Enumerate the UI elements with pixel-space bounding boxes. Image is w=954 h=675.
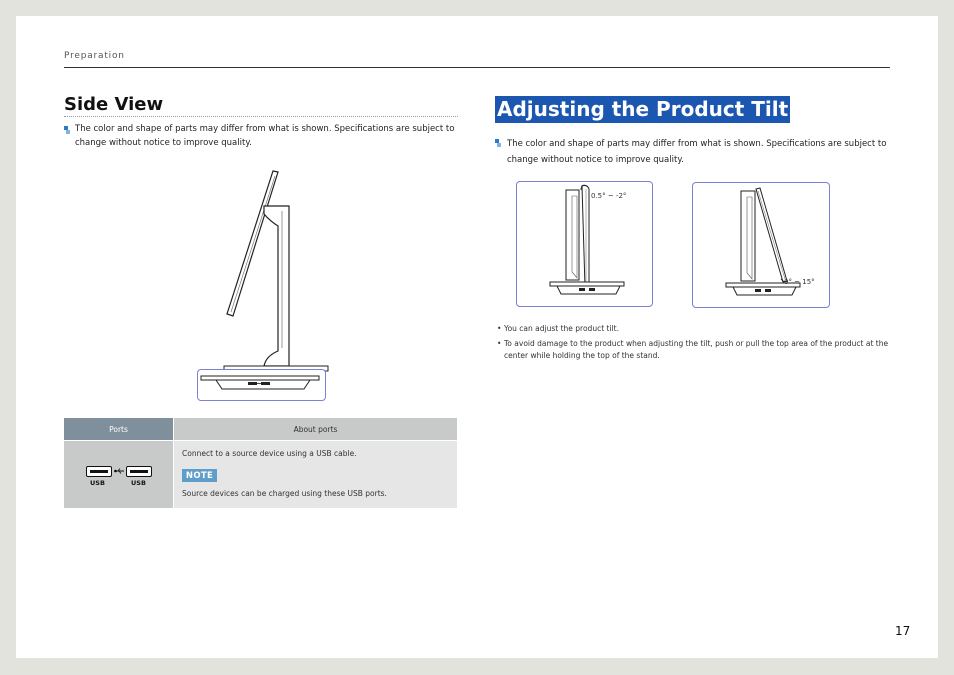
usb-label: USB: [90, 479, 105, 487]
header-rule: [64, 67, 890, 68]
table-row: [64, 441, 457, 508]
tilt-forward-range: 0° ~ 15°: [784, 278, 815, 286]
col-header-about-ports: About ports: [174, 418, 457, 440]
tilt-back-illustration: [516, 181, 653, 307]
side-view-heading: Side View: [64, 94, 164, 115]
usb-description-cell: [174, 441, 457, 508]
usb-port-icon: [86, 466, 112, 477]
ports-table: [64, 418, 457, 508]
bullet-dot: •: [497, 338, 502, 348]
side-view-note: The color and shape of parts may differ from what is shown. Specifications are subject to change without notice to improve quality.: [75, 124, 455, 148]
usb-symbol-icon: [114, 467, 124, 475]
tilt-note: The color and shape of parts may differ from what is shown. Specifications are subject to change without notice to improve quality.: [507, 139, 887, 165]
usb-ports-cell: [64, 441, 173, 508]
manual-page: [16, 16, 938, 658]
side-view-rule: [64, 116, 458, 117]
list-item: • To avoid damage to the product when adjusting the tilt, push or pull the top area of the product at the center while holding the top of the stand.: [497, 338, 888, 363]
note-square-icon: [495, 139, 501, 148]
note-square-icon: [64, 126, 70, 135]
list-item: • You can adjust the product tilt.: [497, 323, 888, 336]
tilt-info-list: [497, 323, 888, 363]
ports-zoom-callout: [197, 369, 326, 401]
note-badge: NOTE: [182, 469, 217, 482]
usb-port-icon: [126, 466, 152, 477]
tilt-heading: Adjusting the Product Tilt: [497, 97, 789, 121]
section-label: Preparation: [64, 51, 125, 61]
usb-note-text: Source devices can be charged using these USB ports.: [182, 489, 387, 498]
page-number: 17: [895, 624, 911, 638]
col-header-ports: Ports: [64, 418, 173, 440]
ports-table-header: [64, 418, 457, 440]
usb-label: USB: [131, 479, 146, 487]
tilt-forward-illustration: [692, 182, 830, 308]
bullet-dot: •: [497, 324, 502, 333]
tilt-back-range: 0.5° ~ -2°: [591, 192, 627, 200]
usb-description: Connect to a source device using a USB cable.: [182, 449, 357, 458]
